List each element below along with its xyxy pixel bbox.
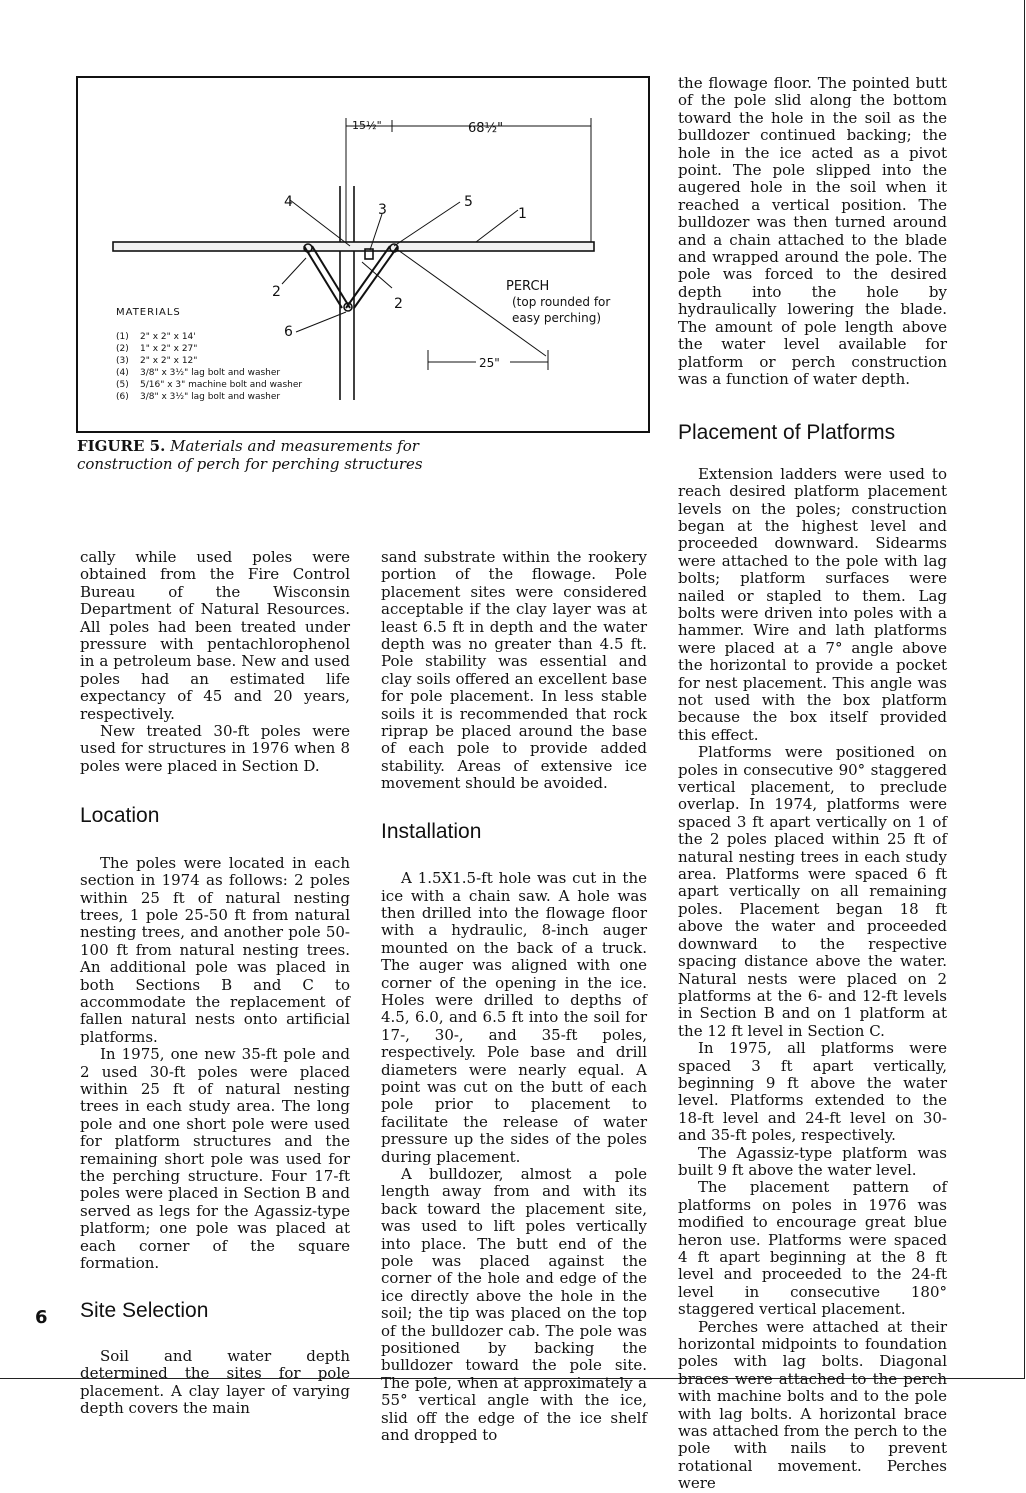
material-item: (4) 3/8" x 3½" lag bolt and washer	[116, 368, 281, 378]
callout-5: 5	[464, 194, 473, 210]
perch-note-line-2: easy perching)	[512, 311, 602, 325]
perch-bar	[113, 242, 594, 251]
callout-2-right: 2	[394, 296, 403, 312]
paragraph: New treated 30-ft poles were used for structures in 1976 when 8 poles were placed in Section D.	[80, 722, 350, 775]
material-item: (1) 2" x 2" x 14'	[116, 332, 196, 342]
paragraph: The placement pattern of platforms on poles in 1976 was modified to encourage great blue heron use. Platforms were spaced 4 ft apart beginning at the 8 ft level and proceeded to the 24-ft level in consecutive 180° staggered vertical placement.	[678, 1178, 947, 1319]
paragraph: In 1975, one new 35-ft pole and 2 used 30-ft poles were placed within 25 ft of natural nesting trees in each study area. The long pole and one short pole were used for platform structures and the remaining short pole was used for the perching structure. Four 17-ft poles were placed in Section B and served as legs for the Agassiz-type platform; one pole was placed at each corner of the square formation.	[80, 1045, 350, 1273]
callout-6: 6	[284, 324, 293, 340]
caption-label: FIGURE 5.	[77, 437, 166, 455]
paragraph: The Agassiz-type platform was built 9 ft above the water level.	[678, 1143, 947, 1179]
caption-text: Materials and measurements for construction of perch for perching structures	[77, 437, 423, 473]
paragraph: In 1975, all platforms were spaced 3 ft apart vertically, beginning 9 ft above the water level. Platforms extended to the 18-ft level and 24-ft level on 30- and 35-ft poles, respectively.	[678, 1039, 947, 1145]
perch-note-line-1: (top rounded for	[512, 295, 611, 309]
materials-heading: MATERIALS	[116, 307, 181, 318]
paragraph: Platforms were positioned on poles in consecutive 90° staggered vertical placement, to preclude overlap. In 1974, platforms were spaced 3 ft apart vertically on 1 of the 2 poles placed within 25 ft of natural nesting trees in each study area. Platforms were spaced 6 ft apart vertically on all remaining poles. Placement began 18 ft above the water and proceeded downward to the respective spacing distance above the water. Natural nests were placed on 2 platforms at the 6- and 12-ft levels in Section B and on 1 platform at the 12 ft level in Section C.	[678, 743, 947, 1040]
materials-list	[116, 307, 302, 403]
material-item: (6) 3/8" x 3½" lag bolt and washer	[116, 392, 281, 402]
paragraph: Extension ladders were used to reach desired platform placement levels on the poles; construction began at the highest level and proceeded downward. Sidearms were attached to the pole with lag bolts; platform surfaces were nailed or stapled to them. Lag bolts were driven into poles with a hammer. Wire and lath platforms were placed at a 7° angle above the horizontal to provide a pocket for nest placement. This angle was not used with the box platform because the box itself provided this effect.	[678, 464, 947, 744]
heading-site-selection: Site Selection	[80, 1299, 209, 1323]
callout-2-left: 2	[272, 284, 281, 300]
callout-1: 1	[518, 206, 527, 222]
material-item: (3) 2" x 2" x 12"	[116, 356, 198, 366]
callout-3: 3	[378, 202, 387, 218]
right-column	[678, 75, 947, 1493]
dim-25: 25"	[479, 356, 500, 370]
material-item: (2) 1" x 2" x 27"	[116, 344, 198, 354]
left-column	[80, 549, 350, 1417]
heading-location: Location	[80, 804, 160, 828]
figure-caption	[77, 437, 457, 473]
paragraph: A bulldozer, almost a pole length away from and with its back toward the placement site, was used to lift poles vertically into place. The butt end of the pole was placed against the corner of the hole and edge of the ice directly above the hole in the soil; the tip was placed on the top of the bulldozer cab. The pole was positioned by backing the bulldozer toward the pole site. The pole, when at approximately a 55° vertical angle with the ice, slid off the edge of the ice shelf and dropped to	[381, 1165, 647, 1445]
middle-column	[381, 549, 647, 1445]
paragraph: The poles were located in each section in 1974 as follows: 2 poles within 25 ft of natural nesting trees, 1 pole 25-50 ft from natural nesting trees, and another pole 50-100 ft from natural nesting trees. An additional pole was placed in both Sections B and C to accommodate the replacement of fallen natural nests onto artificial platforms.	[80, 853, 350, 1046]
paragraph: Perches were attached at their horizontal midpoints to foundation poles with lag bolts. Diagonal braces were attached to the perch with machine bolts and to the pole with lag bolts. A horizontal brace was attached from the perch to the pole with nails to prevent rotational movement. Perches were	[678, 1317, 947, 1493]
page-number: 6	[35, 1307, 48, 1328]
paragraph: cally while used poles were obtained from the Fire Control Bureau of the Wisconsin Department of Natural Resources. All poles had been treated under pressure with pentachlorophenol in a petroleum base. New and used poles had an estimated life expectancy of 45 and 20 years, respectively.	[80, 548, 350, 723]
dim-15-half: 15½"	[352, 119, 382, 132]
paragraph: Soil and water depth determined the sites for pole placement. A clay layer of varying depth covers the main	[80, 1346, 350, 1418]
callout-4: 4	[284, 194, 293, 210]
paragraph: sand substrate within the rookery portion of the flowage. Pole placement sites were considered acceptable if the clay layer was at least 6.5 ft in depth and the water depth was no greater than 4.5 ft. Pole stability was essential and clay soils offered an excellent base for pole placement. In less stable soils it is recommended that rock riprap be placed around the base of each pole to provide added stability. Areas of extensive ice movement should be avoided.	[381, 548, 647, 793]
paragraph: the flowage floor. The pointed butt of the pole slid along the bottom toward the hole in the soil as the bulldozer continued backing; the hole in the ice acted as a pivot point. The pole slipped into the augered hole in the soil when it reached a vertical position. The bulldozer was then turned around and a chain attached to the blade and wrapped around the pole. The pole was forced to the desired depth into the hole by hydraulically lowering the blade. The amount of pole length above the water level available for platform or perch construction was a function of water depth.	[678, 74, 947, 388]
heading-installation: Installation	[381, 819, 482, 843]
paragraph: A 1.5X1.5-ft hole was cut in the ice with a chain saw. A hole was then drilled into the flowage floor with a hydraulic, 8-inch auger mounted on the back of a truck. The auger was aligned with one corner of the opening in the ice. Holes were drilled to depths of 4.5, 6.0, and 6.5 ft into the soil for 17-, 30-, and 35-ft poles, respectively. Pole base and drill diameters were nearly equal. A point was cut on the butt of each pole prior to placement to facilitate the release of water pressure up the sides of the poles during placement.	[381, 869, 647, 1166]
heading-placement-of-platforms: Placement of Platforms	[678, 421, 896, 445]
material-item: (5) 5/16" x 3" machine bolt and washer	[116, 380, 303, 390]
dim-68-half: 68½"	[468, 121, 504, 136]
figure-5-diagram	[76, 76, 650, 433]
perch-label: PERCH	[506, 279, 550, 294]
